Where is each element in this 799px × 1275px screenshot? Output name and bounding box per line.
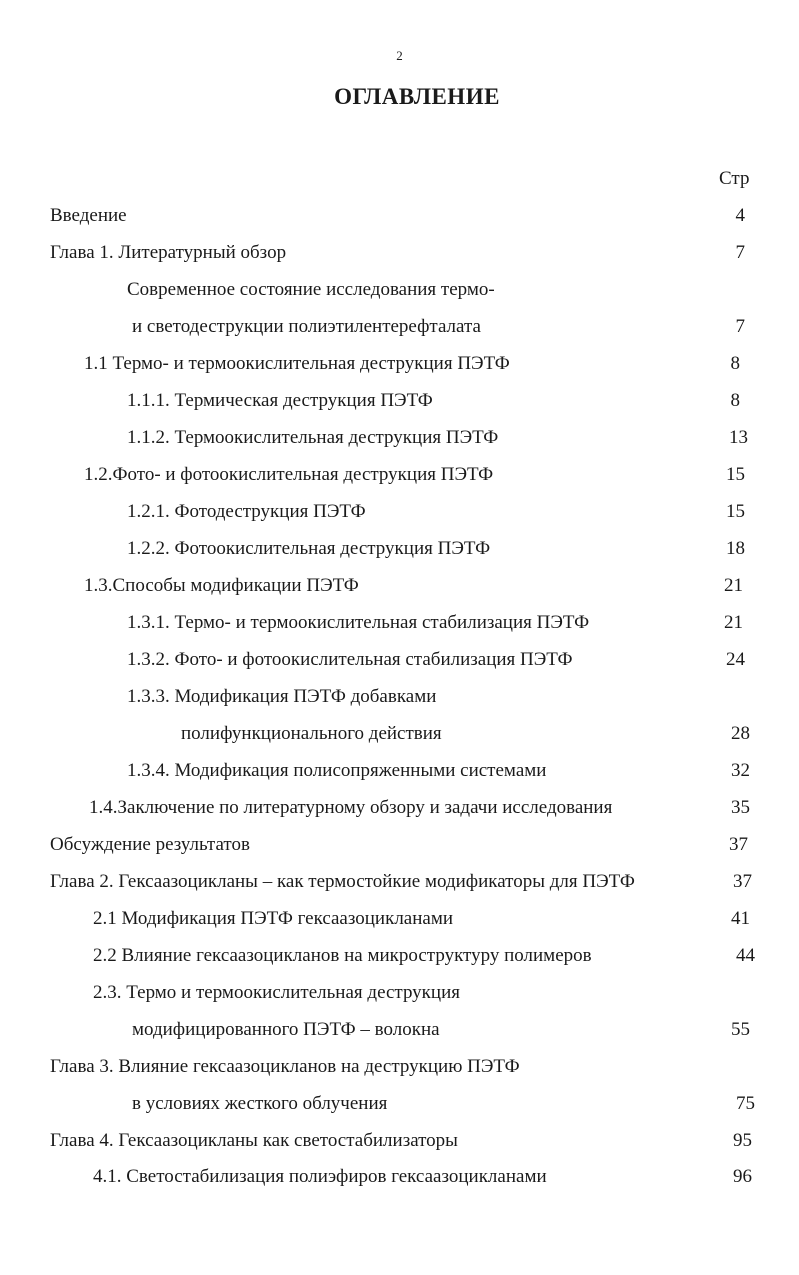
toc-entry-text: в условиях жесткого облучения xyxy=(132,1093,388,1114)
toc-entry-text: полифункционального действия xyxy=(181,723,442,744)
toc-entry xyxy=(0,683,799,711)
toc-entry-text: 1.1.1. Термическая деструкция ПЭТФ xyxy=(127,390,433,411)
toc-entry xyxy=(0,202,799,230)
toc-entry-text: и светодеструкции полиэтилентерефталата xyxy=(132,316,481,337)
toc-entry-page: 7 xyxy=(735,316,745,337)
page-column-label: Стр xyxy=(719,168,750,189)
toc-entry xyxy=(0,794,799,822)
toc-entry-page: 15 xyxy=(726,501,745,522)
toc-entry-text: Глава 4. Гексаазоцикланы как светостабилизаторы xyxy=(50,1130,458,1151)
toc-entry-text: 1.1.2. Термоокислительная деструкция ПЭТФ xyxy=(127,427,499,448)
toc-entry xyxy=(0,609,799,637)
toc-entry-page: 24 xyxy=(726,649,745,670)
toc-entry xyxy=(0,498,799,526)
toc-entry-text: 2.3. Термо и термоокислительная деструкция xyxy=(93,982,460,1003)
toc-entry xyxy=(0,276,799,304)
toc-entry-text: 2.1 Модификация ПЭТФ гексаазоцикланами xyxy=(93,908,454,929)
toc-entry-page: 96 xyxy=(733,1166,752,1187)
toc-entry xyxy=(0,979,799,1007)
toc-entry xyxy=(0,535,799,563)
toc-entry-text: 2.2 Влияние гексаазоцикланов на микроструктуру полимеров xyxy=(93,945,592,966)
toc-entry-text: 1.3.1. Термо- и термоокислительная стабилизация ПЭТФ xyxy=(127,612,590,633)
toc-entry xyxy=(0,1016,799,1044)
toc-entry-page: 35 xyxy=(731,797,750,818)
toc-entry-page: 15 xyxy=(726,464,745,485)
toc-entry-page: 4 xyxy=(735,205,745,226)
toc-entry-text: Обсуждение результатов xyxy=(50,834,250,855)
toc-entry-text: Введение xyxy=(50,205,127,226)
toc-entry xyxy=(0,1053,799,1081)
toc-entry xyxy=(0,831,799,859)
page-number: 2 xyxy=(396,48,403,63)
toc-entry-text: Современное состояние исследования термо- xyxy=(127,279,495,300)
toc-entry-text: модифицированного ПЭТФ – волокна xyxy=(132,1019,440,1040)
toc-entry xyxy=(0,1163,799,1191)
toc-entry-text: 1.2.Фото- и фотоокислительная деструкция ПЭТФ xyxy=(84,464,494,485)
toc-entry-page: 21 xyxy=(724,575,743,596)
toc-entry xyxy=(0,239,799,267)
toc-entry xyxy=(0,387,799,415)
toc-entry-page: 37 xyxy=(733,871,752,892)
toc-entry-page: 95 xyxy=(733,1130,752,1151)
toc-entry-text: 1.2.1. Фотодеструкция ПЭТФ xyxy=(127,501,366,522)
toc-entry-text: Глава 1. Литературный обзор xyxy=(50,242,287,263)
toc-entry-text: 1.3.2. Фото- и фотоокислительная стабилизация ПЭТФ xyxy=(127,649,573,670)
toc-entry-text: 1.2.2. Фотоокислительная деструкция ПЭТФ xyxy=(127,538,491,559)
toc-entry-page: 75 xyxy=(736,1093,755,1114)
toc-entry xyxy=(0,905,799,933)
toc-entry xyxy=(0,868,799,896)
toc-entry xyxy=(0,424,799,452)
toc-entry xyxy=(0,572,799,600)
toc-entry xyxy=(0,313,799,341)
toc-entry-page: 41 xyxy=(731,908,750,929)
toc-entry-page: 32 xyxy=(731,760,750,781)
toc-entry-page: 7 xyxy=(735,242,745,263)
toc-entry-page: 44 xyxy=(736,945,755,966)
toc-entry-text: 1.3.3. Модификация ПЭТФ добавками xyxy=(127,686,437,707)
toc-entry-page: 8 xyxy=(730,353,740,374)
toc-entry-page: 21 xyxy=(724,612,743,633)
toc-entry-text: Глава 2. Гексаазоцикланы – как термостойкие модификаторы для ПЭТФ xyxy=(50,871,635,892)
toc-entry-text: Глава 3. Влияние гексаазоцикланов на деструкцию ПЭТФ xyxy=(50,1056,520,1077)
toc-entry-page: 13 xyxy=(729,427,748,448)
toc-entry-text: 1.3.4. Модификация полисопряженными системами xyxy=(127,760,547,781)
toc-entry-text: 1.3.Способы модификации ПЭТФ xyxy=(84,575,359,596)
page-title: ОГЛАВЛЕНИЕ xyxy=(334,84,500,109)
toc-entry-text: 1.4.Заключение по литературному обзору и задачи исследования xyxy=(89,797,613,818)
toc-entry-page: 37 xyxy=(729,834,748,855)
toc-entry-page: 55 xyxy=(731,1019,750,1040)
toc-entry-text: 1.1 Термо- и термоокислительная деструкция ПЭТФ xyxy=(84,353,510,374)
toc-entry xyxy=(0,720,799,748)
toc-entry xyxy=(0,1127,799,1155)
toc-entry-page: 28 xyxy=(731,723,750,744)
toc-entry-page: 8 xyxy=(730,390,740,411)
toc-entry xyxy=(0,1090,799,1118)
toc-entry xyxy=(0,942,799,970)
toc-entry-text: 4.1. Светостабилизация полиэфиров гексаазоцикланами xyxy=(93,1166,547,1187)
toc-entry xyxy=(0,646,799,674)
toc-entry xyxy=(0,350,799,378)
toc-entry xyxy=(0,757,799,785)
toc-entry xyxy=(0,461,799,489)
toc-entry-page: 18 xyxy=(726,538,745,559)
